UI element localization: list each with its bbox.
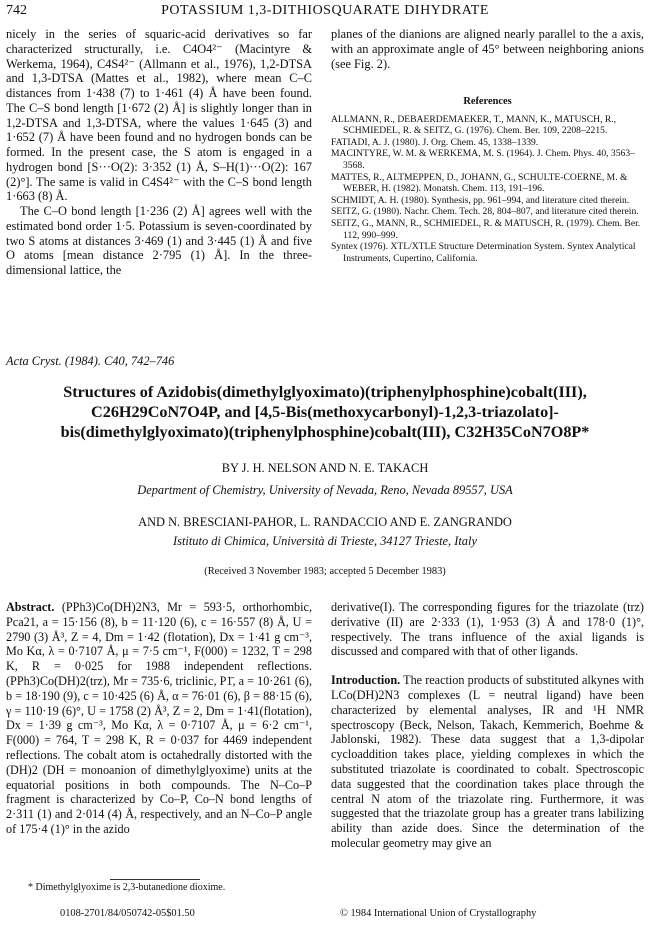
received-dates: (Received 3 November 1983; accepted 5 December 1983)	[204, 566, 446, 577]
left-paragraph-1: nicely in the series of squaric-acid derivatives so far characterized structurally, i.e. C4O4²⁻ (Macintyre & Werkema, 1964), C4S4²⁻ (Allmann et al., 1976), 1,2-DTSA and 1,3-DTSA (Mattes et al., 1982), where mean C–C distances from 1·438 (7) to 1·461 (4) Å have been found. The C–S bond length [1·672 (2) Å] is slightly longer than in 1,2-DTSA and 1,3-DTSA, where the values 1·645 (3) and 1·652 (7) Å have been found and no hydrogen bonds can be formed. In the present case, the S atom is engaged in a hydrogen bond [S···O(2): 3·352 (1) Å, S–H(1)···O(2): 167 (2)°]. The same is valid in C4S4²⁻ with the C–S bond length 1·663 (8) Å.	[6, 27, 312, 204]
right-paragraph-1: planes of the dianions are aligned nearly parallel to the a axis, with an approximate angle of 45° between neighboring anions (see Fig. 2).	[331, 27, 644, 71]
abstract-continuation: derivative(I). The corresponding figures for the triazolate (trz) derivative (II) are 2·333 (1), 1·953 (3) Å and 178·0 (1)°, respectively. The trans influence of the axial ligands is discussed and compared with that of other ligands.	[331, 600, 644, 659]
abstract-label: Abstract.	[6, 600, 55, 614]
affiliation-1: Department of Chemistry, University of Nevada, Reno, Nevada 89557, USA	[137, 483, 513, 497]
reference-item: MATTES, R., ALTMEPPEN, D., JOHANN, G., SCHULTE-COERNE, M. & WEBER, H. (1982). Monatsh. Chem. 113, 191–196.	[331, 171, 628, 195]
left-paragraph-2: The C–O bond length [1·236 (2) Å] agrees well with the estimated bond order 1·5. Potassium is seven-coordinated by two S atoms at distances 3·469 (1) and 3·445 (1) Å and five O atoms [mean distance 2·795 (1) Å]. In the three-dimensional lattice, the	[6, 204, 312, 277]
right-column-lower	[331, 600, 644, 851]
running-title: POTASSIUM 1,3-DITHIOSQUARATE DIHYDRATE	[161, 3, 489, 18]
page-number: 742	[6, 3, 27, 18]
reference-item: ALLMANN, R., DEBAERDEMAEKER, T., MANN, K., MATUSCH, R., SCHMIEDEL, R. & SEITZ, G. (1976). Chem. Ber. 109, 2208–2215.	[331, 113, 617, 137]
introduction-label: Introduction.	[331, 673, 401, 688]
reference-item: MACINTYRE, W. M. & WERKEMA, M. S. (1964). J. Chem. Phys. 40, 3563–3568.	[331, 148, 635, 171]
journal-reference: Acta Cryst. (1984). C40, 742–746	[6, 354, 175, 368]
reference-item: SEITZ, G. (1980). Nachr. Chem. Tech. 28, 804–807, and literature cited therein.	[331, 206, 639, 218]
authors-line-2: AND N. BRESCIANI-PAHOR, L. RANDACCIO AND E. ZANGRANDO	[138, 515, 512, 529]
introduction-text: The reaction products of substituted alkynes with LCo(DH)2N3 complexes (L = neutral ligand) have been characterized by elemental analyses, IR and ¹H NMR spectroscopy (Beck, Nelson, Takach, Kemmerich, Boehme & Jablonski, 1982). These data suggest that a 1,3-dipolar cycloaddition takes place, yielding complexes in which the substituted triazolate is coordinated to cobalt. Spectroscopic data suggested that the coordination takes place through the central N atom of the triazolate ring. Furthermore, it was suggested that the triazolate group has a greater trans labilizing ability than azide does. Since the determination of the molecular geometry may give an	[331, 673, 644, 850]
article-title	[40, 382, 610, 442]
reference-item: SCHMIDT, A. H. (1980). Synthesis, pp. 961–994, and literature cited therein.	[331, 194, 630, 206]
abstract-block	[6, 600, 312, 837]
reference-item: FATIADI, A. J. (1980). J. Org. Chem. 45, 1338–1339.	[331, 136, 539, 148]
abstract-text: (PPh3)Co(DH)2N3, Mr = 593·5, orthorhombic, Pca21, a = 15·156 (8), b = 11·120 (6), c = 16·557 (8) Å, U = 2790 (3) Å³, Z = 4, Dm = 1·42 (flotation), Dx = 1·41 g cm⁻³, Mo Kα, λ = 0·7107 Å, μ = 7·5 cm⁻¹, F(000) = 1232, T = 298 K, R = 0·025 for 1988 independent reflections. (PPh3)Co(DH)2(trz), Mr = 735·6, triclinic, P1̄, a = 10·261 (6), b = 18·190 (9), c = 10·425 (6) Å, α = 76·01 (6), β = 88·15 (6), γ = 110·19 (6)°, U = 1758 (2) Å³, Z = 2, Dm = 1·41(flotation), Dx = 1·39 g cm⁻³, Mo Kα, λ = 0·7107 Å, μ = 6·2 cm⁻¹, F(000) = 764, T = 298 K, R = 0·037 for 4469 independent reflections. The cobalt atom is octahedrally distorted with the (DH)2 (DH = monoanion of dimethylglyoxime) units at the equatorial positions in both compounds. The N–Co–P fragment is characterized by Co–P, Co–N bond lengths of 2·311 (1) and 2·014 (4) Å, respectively, and an N–Co–P angle of 175·4 (1)° in the azido	[6, 600, 312, 836]
title-line-2: C26H29CoN7O4P, and [4,5-Bis(methoxycarbonyl)-1,2,3-triazolato]-	[91, 403, 559, 421]
page-header	[0, 0, 650, 22]
right-column-text	[331, 27, 644, 71]
title-line-3: bis(dimethylglyoximato)(triphenylphosphine)cobalt(III), C32H35CoN7O8P*	[60, 423, 590, 441]
issn-line: 0108-2701/84/050742-05$01.50	[60, 908, 195, 919]
footnote-divider	[110, 879, 200, 880]
left-column-text	[6, 27, 312, 278]
reference-item: SEITZ, G., MANN, R., SCHMIEDEL, R. & MATUSCH, R. (1979). Chem. Ber. 112, 990–999.	[331, 217, 641, 241]
copyright-line: © 1984 International Union of Crystallography	[340, 908, 537, 919]
authors-line-1: BY J. H. NELSON AND N. E. TAKACH	[221, 461, 429, 475]
references-title: References	[463, 96, 512, 107]
affiliation-2: Istituto di Chimica, Università di Trieste, 34127 Trieste, Italy	[173, 534, 477, 548]
footnote: * Dimethylglyoxime is 2,3-butanedione dioxime.	[28, 882, 226, 893]
title-line-1: Structures of Azidobis(dimethylglyoximato)(triphenylphosphine)cobalt(III),	[63, 383, 587, 401]
references-section	[331, 96, 644, 264]
reference-item: Syntex (1976). XTL/XTLE Structure Determination System. Syntex Analytical Instruments, Cupertino, California.	[331, 241, 636, 264]
